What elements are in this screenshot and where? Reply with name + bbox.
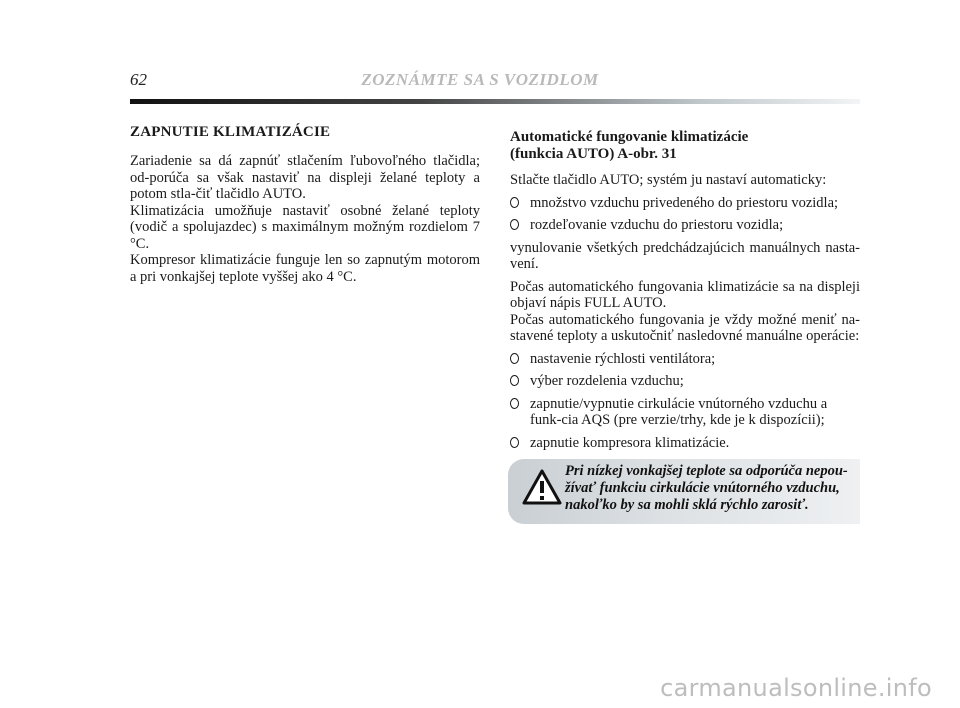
list-item: výber rozdelenia vzduchu; <box>510 373 860 390</box>
left-column <box>130 124 480 285</box>
paragraph: Stlačte tlačidlo AUTO; systém ju nastaví automaticky: <box>510 172 827 188</box>
bullet-icon <box>510 353 519 364</box>
list-item: množstvo vzduchu privedeného do priestoru vozidla; <box>510 195 860 212</box>
header-divider <box>130 99 860 104</box>
warning-text: Pri nízkej vonkajšej teplote sa odporúča nepou-žívať funkciu cirkulácie vnútorného vzduchu, nakoľko by sa mohli sklá rýchlo zarosiť. <box>565 463 848 513</box>
paragraph: Zariadenie sa dá zapnúť stlačením ľubovoľného tlačidla; od-porúča sa však nastaviť na displeji želané teploty a potom stla-čiť tlačidlo AUTO. <box>130 153 480 202</box>
heading-auto-mode <box>510 129 860 163</box>
warning-triangle-icon <box>522 469 562 505</box>
paragraph: Počas automatického fungovania klimatizácie sa na displeji objaví nápis FULL AUTO. <box>510 278 860 311</box>
paragraph: Kompresor klimatizácie funguje len so zapnutým motorom a pri vonkajšej teplote vyššej ako 4 °C. <box>130 252 480 285</box>
section-title: ZOZNÁMTE SA S VOZIDLOM <box>361 70 599 89</box>
list-item: zapnutie/vypnutie cirkulácie vnútorného vzduchu a funk-cia AQS (pre verzie/trhy, kde je k dispozícii); <box>510 396 860 429</box>
bullet-icon <box>510 197 519 208</box>
bullet-icon <box>510 219 519 230</box>
heading-ac-on: ZAPNUTIE KLIMATIZÁCIE <box>130 124 331 140</box>
heading-line: (funkcia AUTO) A-obr. 31 <box>510 146 677 162</box>
heading-line: Automatické fungovanie klimatizácie <box>510 129 749 145</box>
bullet-icon <box>510 398 519 409</box>
list-item: rozdeľovanie vzduchu do priestoru vozidla; <box>510 217 860 234</box>
auto-settings-list <box>510 195 860 234</box>
page-number: 62 <box>130 70 147 89</box>
warning-box <box>508 459 860 524</box>
bullet-icon <box>510 437 519 448</box>
list-item: nastavenie rýchlosti ventilátora; <box>510 351 860 368</box>
paragraph: Klimatizácia umožňuje nastaviť osobné želané teploty (vodič a spolujazdec) s maximálnym možným rozdielom 7 °C. <box>130 202 480 252</box>
bullet-icon <box>510 375 519 386</box>
manual-operations-list <box>510 351 860 452</box>
paragraph: vynulovanie všetkých predchádzajúcich manuálnych nasta-vení. <box>510 239 860 272</box>
watermark: carmanualsonline.info <box>660 674 932 702</box>
paragraph: Počas automatického fungovania je vždy možné meniť na-stavené teploty a uskutočniť nasledovné manuálne operácie: <box>510 311 860 344</box>
list-item: zapnutie kompresora klimatizácie. <box>510 435 860 452</box>
right-column <box>510 129 860 457</box>
